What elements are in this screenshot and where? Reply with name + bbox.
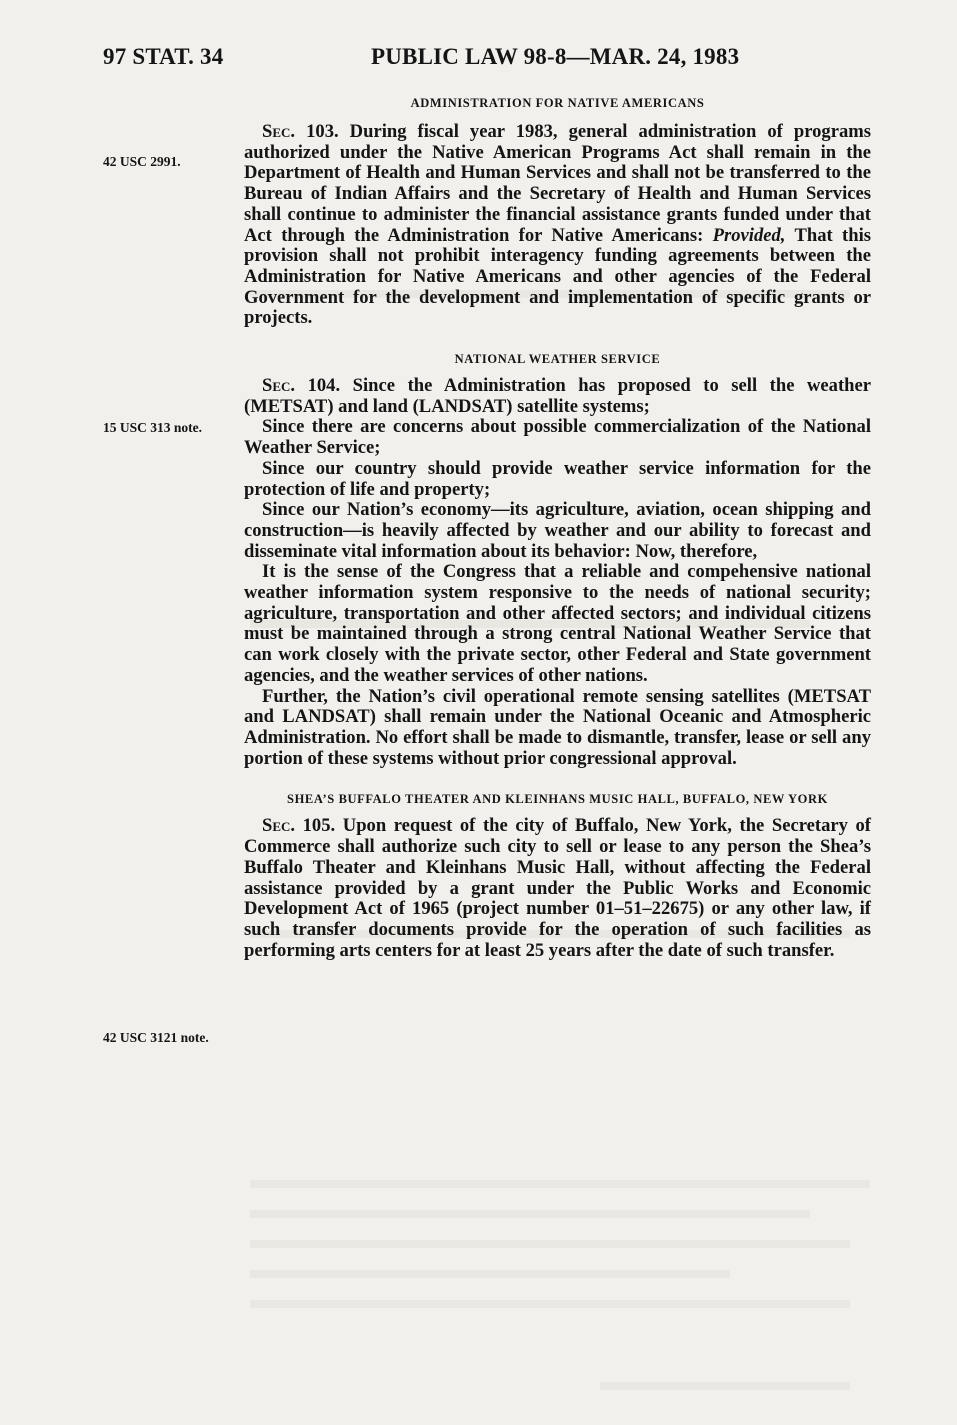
paragraph-text: Since the Administration has proposed to sell the weather (METSAT) and land (LANDSAT) satellite systems; bbox=[244, 375, 872, 417]
section-label: Sec. 103. bbox=[262, 121, 339, 142]
section-heading-native-americans: ADMINISTRATION FOR NATIVE AMERICANS bbox=[410, 96, 705, 110]
section-heading-weather-service: NATIONAL WEATHER SERVICE bbox=[454, 352, 661, 367]
section-103-paragraph bbox=[244, 122, 871, 329]
section-105-paragraph bbox=[244, 816, 871, 961]
section-label: Sec. 105. bbox=[262, 815, 336, 837]
paragraph-text: That this provision shall not prohibit interagency funding agreements between the Administration for Native Americans and other agencies of the Federal Government for the development and implementation of specific grants or projects. bbox=[244, 224, 871, 329]
law-reference: PUBLIC LAW 98-8—MAR. 24, 1983 bbox=[371, 44, 740, 69]
paragraph-text: Upon request of the city of Buffalo, New York, the Secretary of Commerce shall authorize such city to sell or lease to any person the Shea’s Buffalo Theater and Kleinhans Music Hall, without affecting the Federal assistance provided by a grant under the Public Works and Economic Development Act of 1965 (project number 01–51–22675) or any other law, if such transfer documents provide for the operation of such facilities as performing arts centers for at least 25 years after the date of such transfer. bbox=[244, 815, 872, 961]
section-heading-buffalo-theater: SHEA’S BUFFALO THEATER AND KLEINHANS MUSIC HALL, BUFFALO, NEW YORK bbox=[287, 792, 828, 807]
paragraph: Further, the Nation’s civil operational remote sensing satellites (METSAT and LANDSAT) shall remain under the National Oceanic and Atmospheric Administration. No effort shall be made to dismantle, transfer, lease or sell any portion of these systems without prior congressional approval. bbox=[244, 685, 871, 769]
paragraph: Since there are concerns about possible commercialization of the National Weather Service; bbox=[244, 416, 871, 459]
paragraph: It is the sense of the Congress that a reliable and compehensive national weather information system responsive to the needs of national security; agriculture, transportation and other affected sectors; and individual citizens must be maintained through a strong central National Weather Service that can work closely with the private sector, other Federal and State government agencies, and the weather services of other nations. bbox=[244, 561, 871, 686]
section-label: Sec. 104. bbox=[262, 375, 341, 397]
paragraph-text: During fiscal year 1983, general administration of programs authorized under the Native American Programs Act shall remain in the Department of Health and Human Services and shall not be transferred to the Bureau of Indian Affairs and the Secretary of Health and Human Services shall continue to administer the financial assistance grants funded under that Act through the Administration for Native Americans: bbox=[244, 121, 871, 246]
body-text bbox=[244, 95, 871, 961]
section-104-paragraph bbox=[244, 376, 871, 417]
margin-note-sec103: 42 USC 2991. bbox=[103, 154, 181, 169]
proviso-term: Provided, bbox=[712, 224, 786, 246]
running-head bbox=[103, 44, 873, 78]
paragraph: Since our country should provide weather service information for the protection of life and property; bbox=[244, 457, 871, 500]
page-reference: 97 STAT. 34 bbox=[103, 44, 224, 69]
paragraph: Since our Nation’s economy—its agriculture, aviation, ocean shipping and construction—is heavily affected by weather and our ability to forecast and disseminate vital information about its behavior: Now, therefore, bbox=[244, 499, 871, 562]
margin-note-sec104: 15 USC 313 note. bbox=[103, 420, 203, 435]
margin-note-sec105: 42 USC 3121 note. bbox=[103, 1030, 209, 1045]
